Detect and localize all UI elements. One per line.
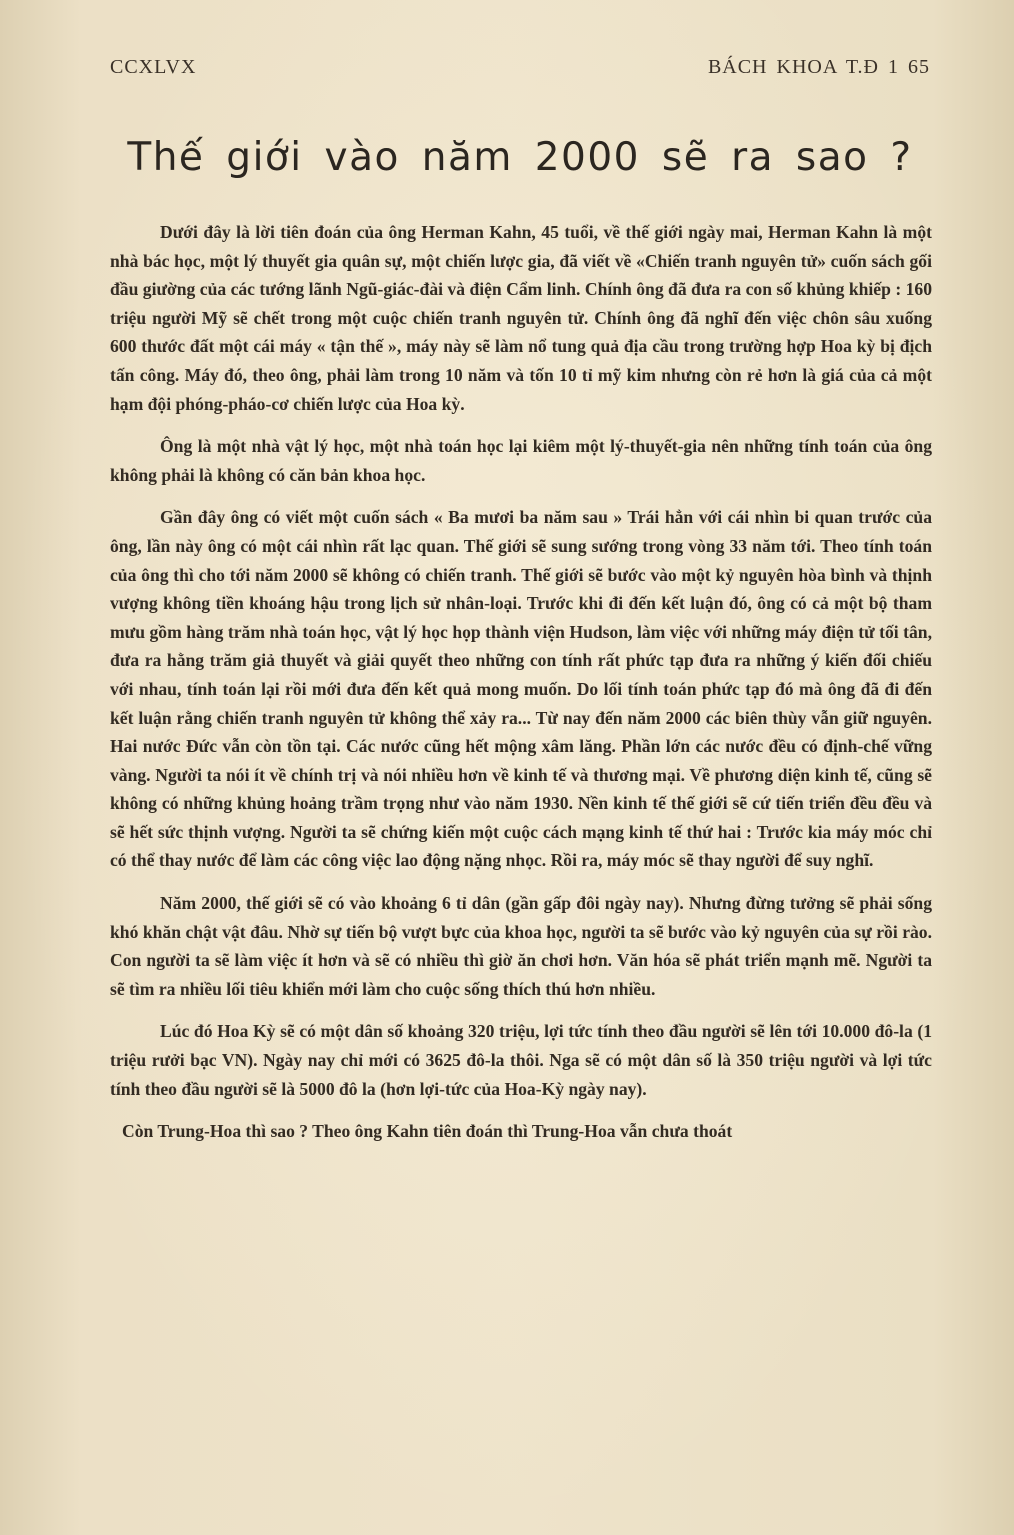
paragraph-2: Ông là một nhà vật lý học, một nhà toán học lại kiêm một lý-thuyết-gia nên những tính toán của ông không phải là không có căn bản khoa học. bbox=[110, 436, 932, 485]
running-header bbox=[110, 52, 930, 86]
paragraph-4: Năm 2000, thế giới sẽ có vào khoảng 6 tỉ dân (gần gấp đôi ngày nay). Nhưng đừng tưởng sẽ phải sống khó khăn chật vật đâu. Nhờ sự tiến bộ vượt bực của khoa học, người ta sẽ bước vào kỷ nguyên của sự rồi rào. Con người ta sẽ làm việc ít hơn và sẽ có nhiều thì giờ ăn chơi hơn. Văn hóa sẽ phát triển mạnh mẽ. Người ta sẽ tìm ra nhiều lối tiêu khiển mới làm cho cuộc sống thích thú hơn nhiều. bbox=[110, 893, 932, 999]
section-code: CCXLVX bbox=[110, 56, 197, 78]
publication-page-number: BÁCH KHOA T.Đ 1 65 bbox=[707, 56, 930, 78]
paragraph-1: Dưới đây là lời tiên đoán của ông Herman Kahn, 45 tuổi, về thế giới ngày mai, Herman Kahn là một nhà bác học, một lý thuyết gia quân sự, một chiến lược gia, đã viết về «Chiến tranh nguyên tử» cuốn sách gối đầu giường của các tướng lãnh Ngũ-giác-đài và điện Cẩm linh. Chính ông đã đưa ra con số khủng khiếp : 160 triệu người Mỹ sẽ chết trong một cuộc chiến tranh nguyên tử. Chính ông đã nghĩ đến việc chôn sâu xuống 600 thước đất một cái máy « tận thế », máy này sẽ làm nổ tung quả địa cầu trong trường hợp Hoa kỳ bị địch tấn công. Máy đó, theo ông, phải làm trong 10 năm và tốn 10 tỉ mỹ kim nhưng còn rẻ hơn là giá của cả một hạm đội phóng-pháo-cơ chiến lược của Hoa kỳ. bbox=[110, 222, 932, 414]
paragraph-3: Gần đây ông có viết một cuốn sách « Ba mươi ba năm sau » Trái hẳn với cái nhìn bi quan trước của ông, lần này ông có một cái nhìn rất lạc quan. Thế giới sẽ sung sướng trong vòng 33 năm tới. Theo tính toán của ông thì cho tới năm 2000 sẽ không có chiến tranh. Thế giới sẽ bước vào một kỷ nguyên hòa bình và thịnh vượng không tiền khoáng hậu trong lịch sử nhân-loại. Trước khi đi đến kết luận đó, ông có cả một bộ tham mưu gồm hàng trăm nhà toán học, vật lý học họp thành viện Hudson, làm việc với những máy điện tử tối tân, đưa ra hằng trăm giả thuyết và giải quyết theo những con tính rất phức tạp đưa ra những ý kiến đối chiếu với nhau, tính toán lại rồi mới đưa đến kết quả mong muốn. Do lối tính toán phức tạp đó mà ông đã đi đến kết luận rằng chiến tranh nguyên tử không thể xảy ra... Từ nay đến năm 2000 các biên thùy vẫn giữ nguyên. Hai nước Đức vẫn còn tồn tại. Các nước cũng hết mộng xâm lăng. Phần lớn các nước đều có định-chế vững vàng. Người ta nói ít về chính trị và nói nhiều hơn về kinh tế và thương mại. Về phương diện kinh tế, cũng sẽ không có những khủng hoảng trầm trọng như vào năm 1930. Nền kinh tế thế giới sẽ cứ tiến triển đều đều và sẽ hết sức thịnh vượng. Người ta sẽ chứng kiến một cuộc cách mạng kinh tế thứ hai : Trước kia máy móc chỉ có thể thay nước để làm các công việc lao động nặng nhọc. Rồi ra, máy móc sẽ thay người để suy nghĩ. bbox=[110, 507, 932, 871]
paragraph-5: Lúc đó Hoa Kỳ sẽ có một dân số khoảng 320 triệu, lợi tức tính theo đầu người sẽ lên tới 10.000 đô-la (1 triệu rưởi bạc VN). Ngày nay chỉ mới có 3625 đô-la thôi. Nga sẽ có một dân số là 350 triệu người và lợi tức tính theo đầu người sẽ là 5000 đô la (hơn lợi-tức của Hoa-Kỳ ngày nay). bbox=[110, 1021, 932, 1099]
paragraph-6: Còn Trung-Hoa thì sao ? Theo ông Kahn tiên đoán thì Trung-Hoa vẫn chưa thoát bbox=[122, 1121, 733, 1142]
article-body bbox=[110, 218, 932, 1160]
article-title: Thế giới vào năm 2000 sẽ ra sao ? bbox=[127, 135, 913, 180]
